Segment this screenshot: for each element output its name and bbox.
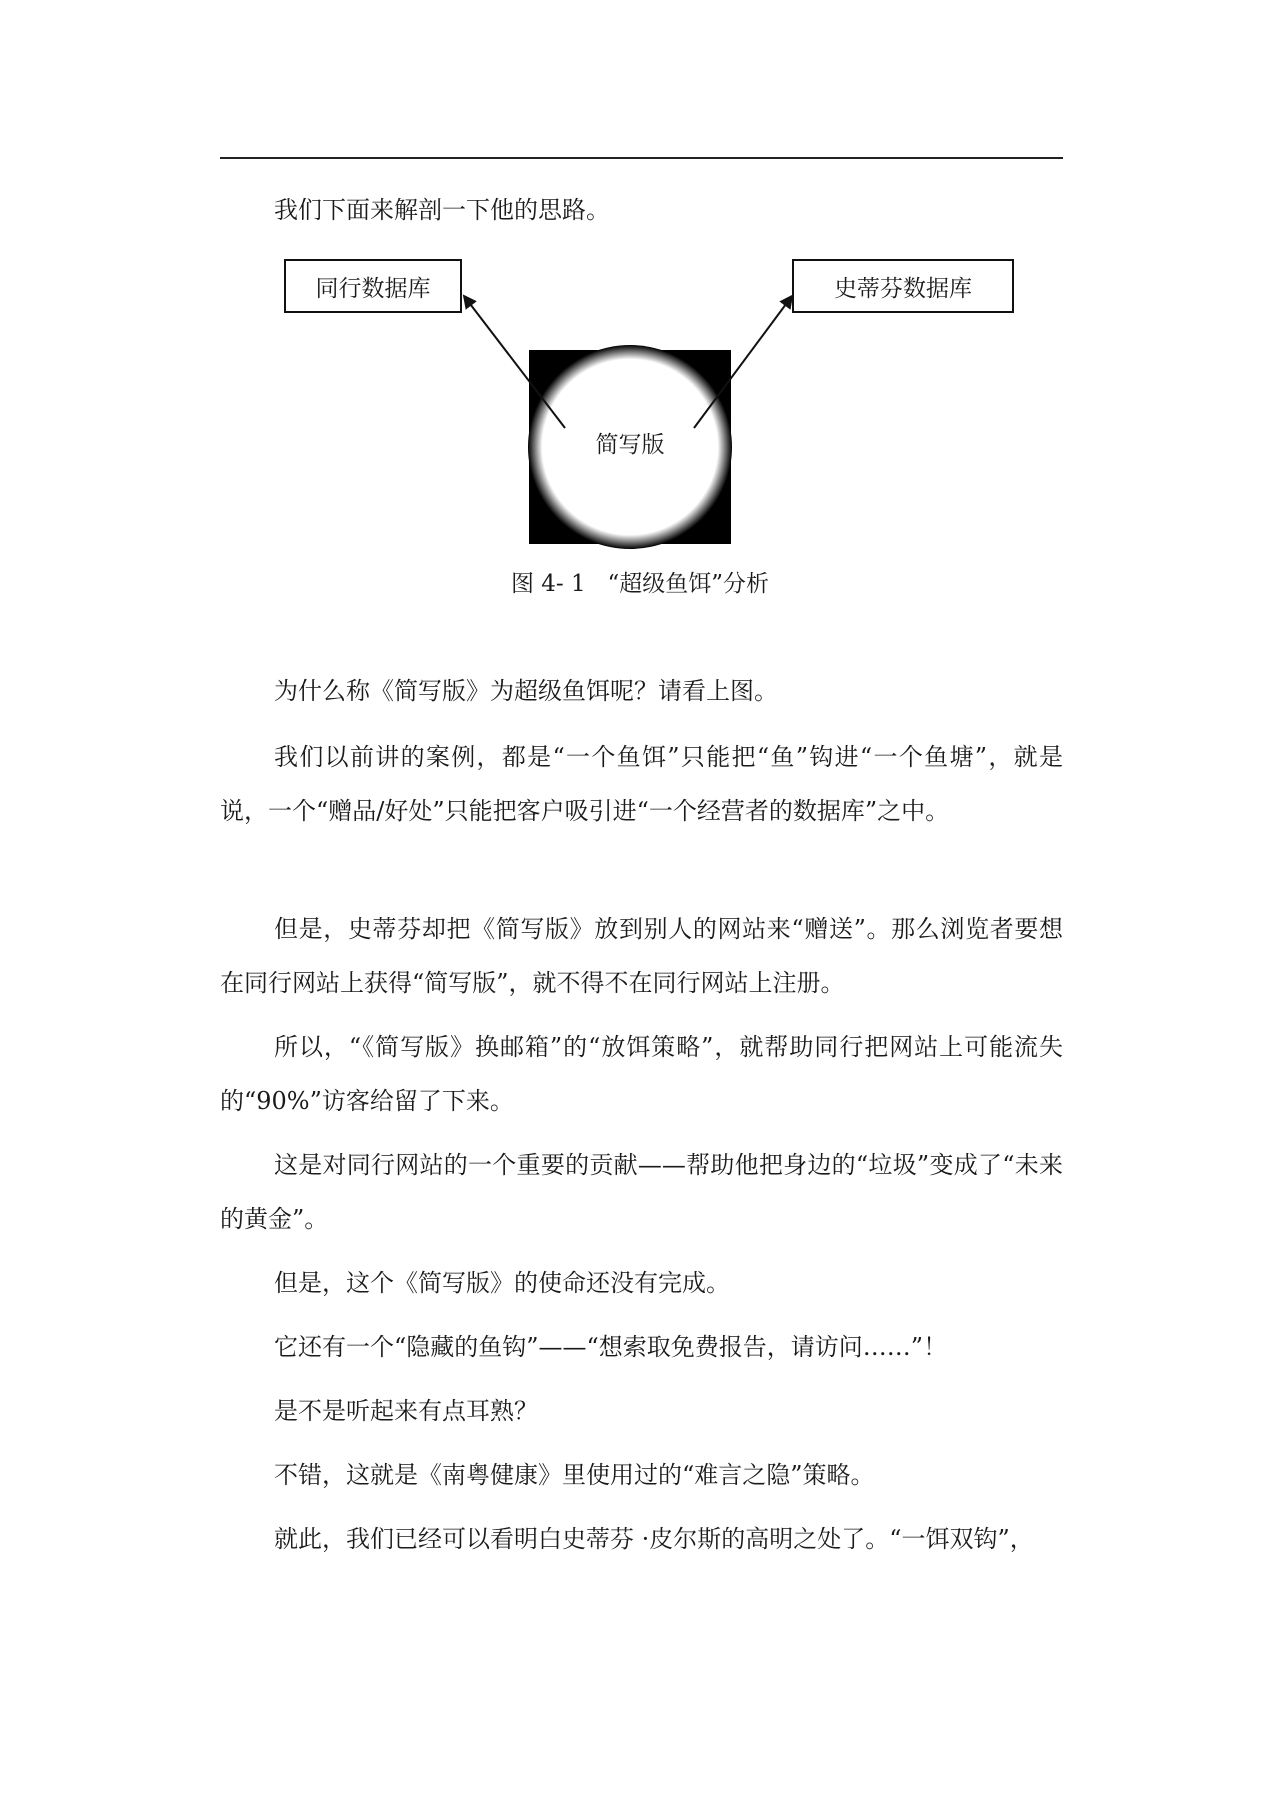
intro-paragraph: 我们下面来解剖一下他的思路。 <box>274 196 610 224</box>
paragraph-7: 它还有一个“隐藏的鱼钩”——“想索取免费报告，请访问……”！ <box>274 1333 948 1361</box>
paragraph-8: 是不是听起来有点耳熟？ <box>274 1397 538 1425</box>
paragraph-2: 我们以前讲的案例，都是“一个鱼饵”只能把“鱼”钩进“一个鱼塘”，就是说，一个“赠品/好处”只能把客户吸引进“一个经营者的数据库”之中。 <box>220 743 1063 825</box>
center-node-label: 简写版 <box>595 432 665 458</box>
figure-caption: 图 4- 1 “超级鱼饵”分析 <box>510 571 770 597</box>
paragraph-6: 但是，这个《简写版》的使命还没有完成。 <box>274 1269 730 1297</box>
paragraph-10: 就此，我们已经可以看明白史蒂芬 ·皮尔斯的高明之处了。“一饵双钩”， <box>274 1525 1034 1553</box>
paragraph-5: 这是对同行网站的一个重要的贡献——帮助他把身边的“垃圾”变成了“未来的黄金”。 <box>220 1151 1063 1233</box>
paragraph-4: 所以，“《简写版》换邮箱”的“放饵策略”，就帮助同行把网站上可能流失的“90%”访客给留了下来。 <box>220 1033 1063 1115</box>
paragraph-9: 不错，这就是《南粤健康》里使用过的“难言之隐”策略。 <box>274 1461 875 1489</box>
peer-database-label: 同行数据库 <box>315 275 431 302</box>
peer-database-box <box>284 259 462 313</box>
stephen-database-box <box>792 259 1014 313</box>
paragraph-3: 但是，史蒂芬却把《简写版》放到别人的网站来“赠送”。那么浏览者要想在同行网站上获得“简写版”，就不得不在同行网站上注册。 <box>220 915 1063 997</box>
paragraph-1: 为什么称《简写版》为超级鱼饵呢？请看上图。 <box>274 677 778 705</box>
stephen-database-label: 史蒂芬数据库 <box>834 275 972 302</box>
